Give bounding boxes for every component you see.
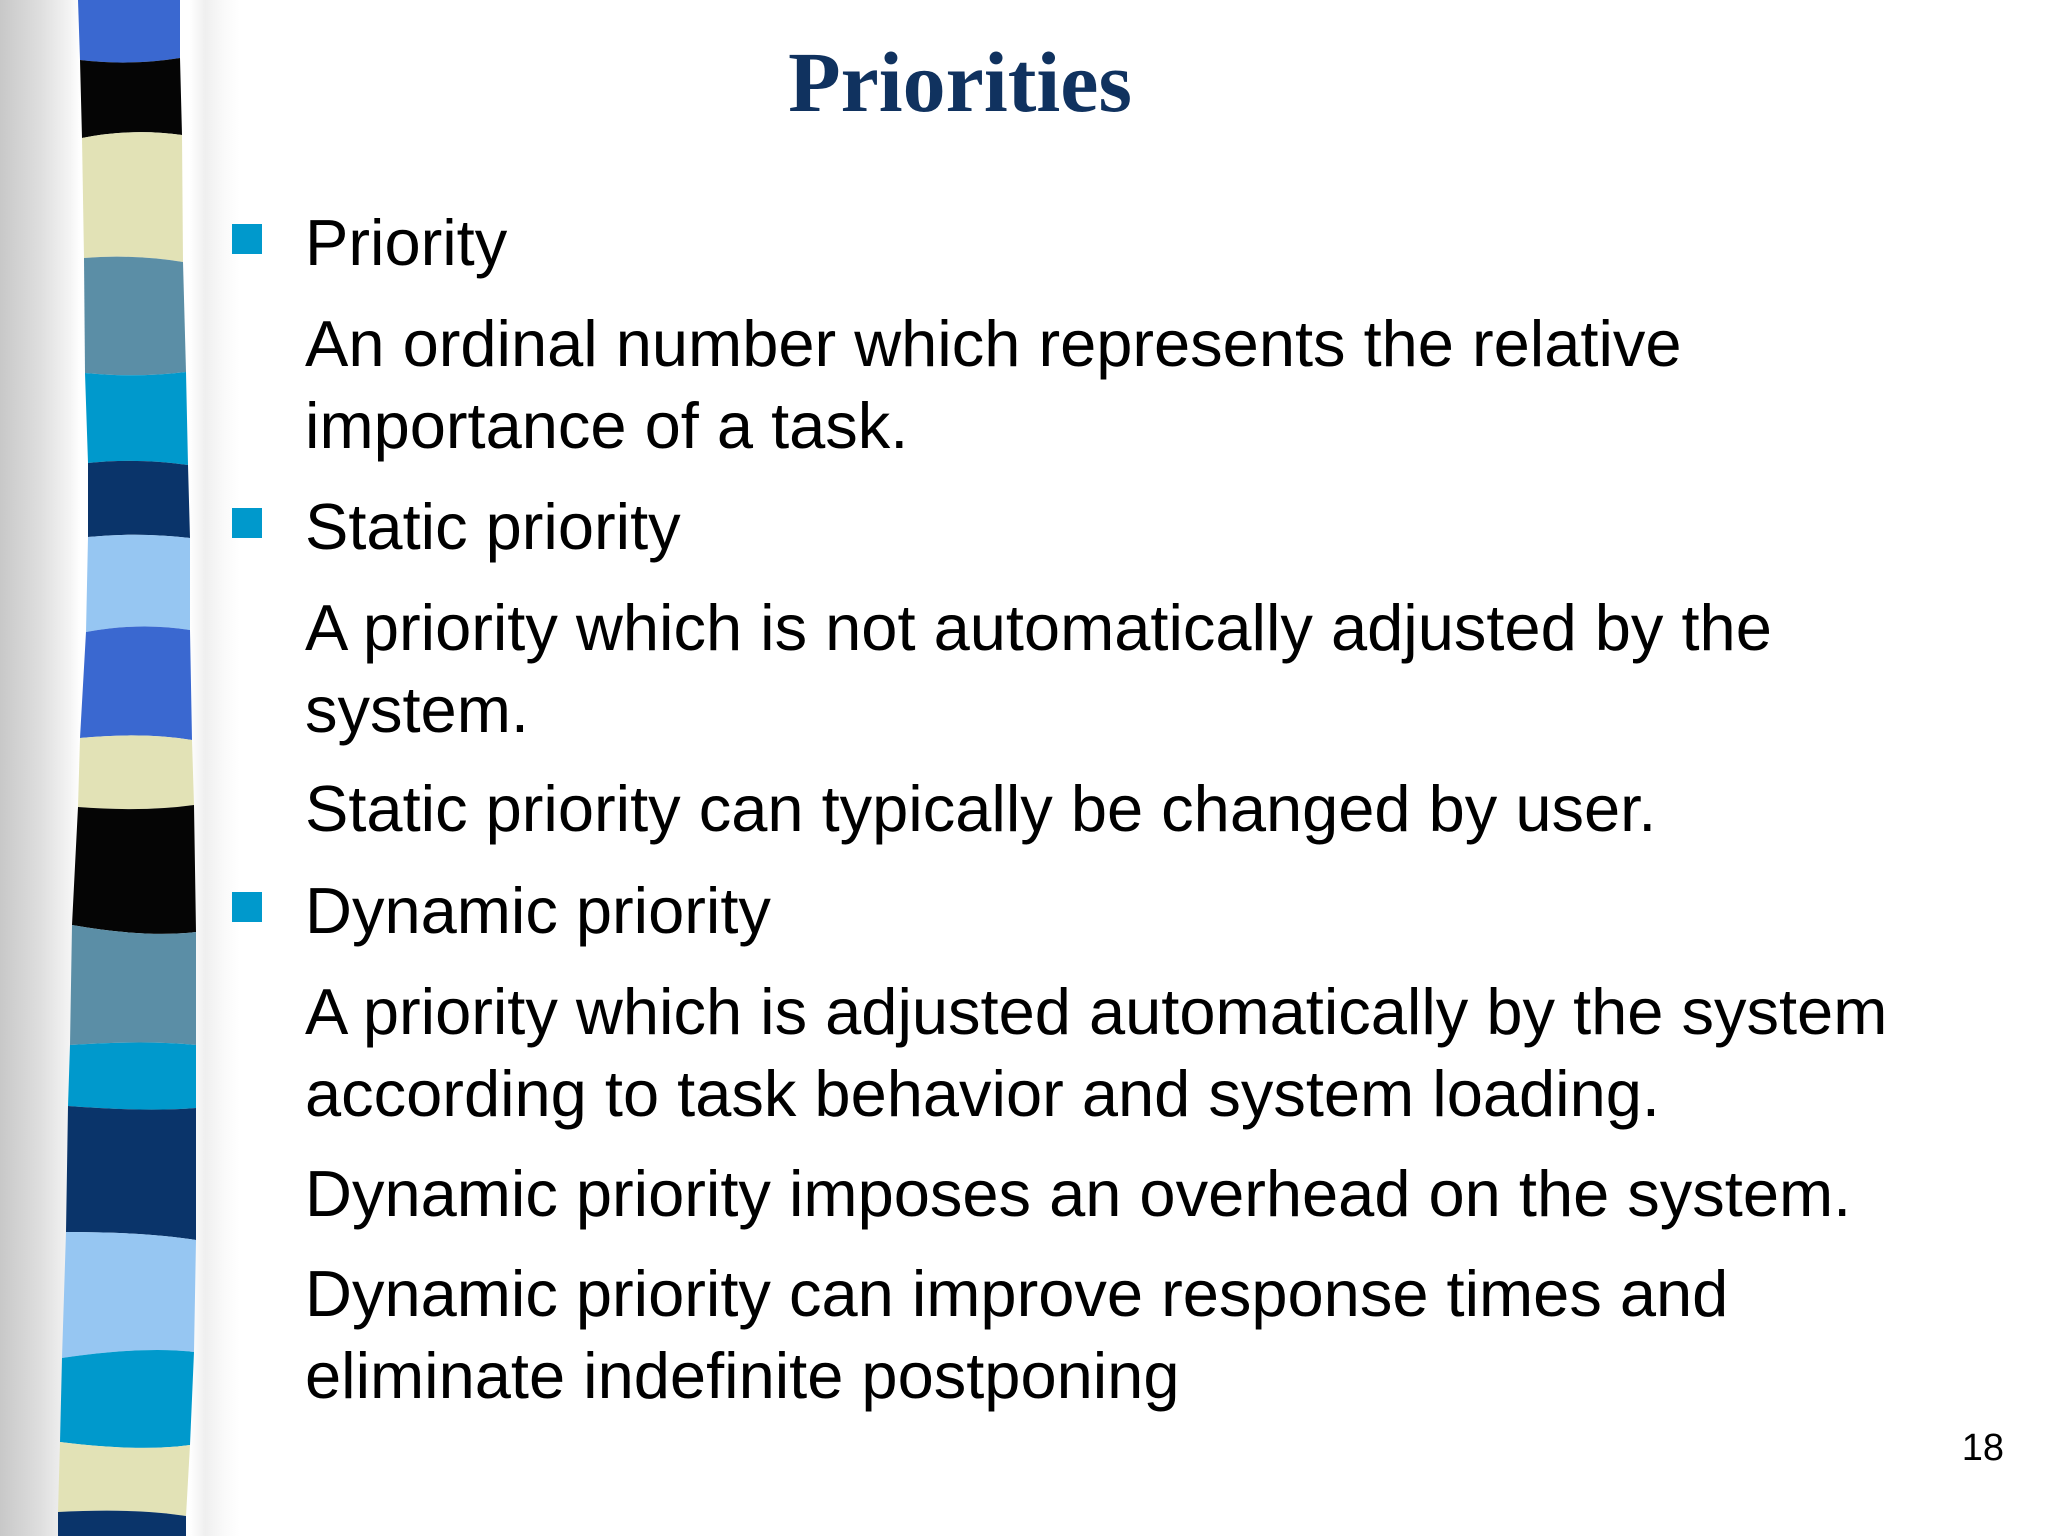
stripe-band [80, 626, 192, 740]
page-number: 18 [1961, 1427, 2004, 1469]
bullet-text-line: An ordinal number which represents the relative [305, 307, 1682, 380]
decorative-color-stripe [0, 0, 240, 1536]
stripe-band [86, 535, 190, 632]
bullet-heading: Priority [305, 206, 508, 279]
bullet-text-line: A priority which is not automatically adjusted by the [305, 591, 1772, 664]
stripe-band [84, 257, 186, 376]
stripe-band [58, 1511, 186, 1536]
stripe-band [60, 1350, 194, 1448]
stripe-band [78, 0, 180, 63]
square-bullet-icon [232, 508, 262, 538]
stripe-band [62, 1232, 196, 1358]
bullet-text-line: A priority which is adjusted automatically by the system [305, 975, 1888, 1048]
bullet-text-line: eliminate indefinite postponing [305, 1339, 1180, 1412]
square-bullet-icon [232, 224, 262, 254]
stripe-band [78, 735, 194, 809]
slide-title: Priorities [788, 34, 1132, 130]
stripe-band [85, 372, 188, 465]
bullet-text-line: system. [305, 673, 529, 746]
stripe-band [82, 132, 183, 262]
bullet-heading: Static priority [305, 490, 681, 563]
bullet-text-line: Dynamic priority can improve response times and [305, 1257, 1729, 1330]
square-bullet-icon [232, 892, 262, 922]
stripe-band [88, 461, 190, 538]
stripe-band [58, 1442, 190, 1516]
stripe-band [72, 805, 196, 934]
stripe-band [66, 1106, 196, 1240]
stripe-band [68, 1043, 196, 1110]
bullet-text-line: importance of a task. [305, 389, 909, 462]
stripe-band [70, 925, 196, 1045]
bullet-text-line: Static priority can typically be changed by user. [305, 772, 1657, 845]
bullet-heading: Dynamic priority [305, 874, 771, 947]
bullet-text-line: Dynamic priority imposes an overhead on the system. [305, 1157, 1852, 1230]
bullet-text-line: according to task behavior and system loading. [305, 1057, 1660, 1130]
stripe-band [80, 58, 182, 138]
